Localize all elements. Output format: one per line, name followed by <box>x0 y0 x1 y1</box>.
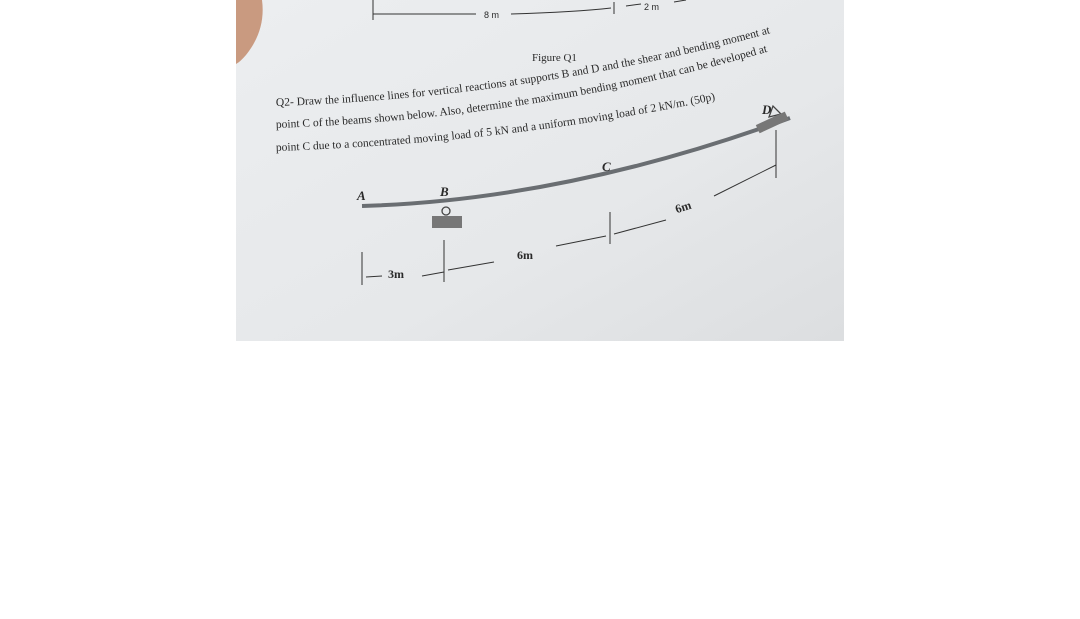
question-line-1-text: Q2- Draw the influence lines for vertical reactions at supports B and D and the shear and bending moment at <box>275 24 772 110</box>
dimension-cd: 6m <box>673 197 693 217</box>
point-c-label: C <box>602 159 611 174</box>
point-a-label: A <box>357 188 366 203</box>
dimension-bc: 6m <box>517 248 533 262</box>
question-line-2-text: point C of the beams shown below. Also, determine the maximum bending moment that can be developed at <box>275 43 769 131</box>
point-d-label: D <box>762 102 772 117</box>
dimension-2m: 2 m <box>644 2 660 12</box>
document-photo <box>236 0 844 341</box>
point-b-label: B <box>440 184 449 199</box>
question-line-3-text: point C due to a concentrated moving load of 5 kN and a uniform moving load of 2 kN/m. (50p) <box>275 91 717 154</box>
figure-caption: Figure Q1 <box>532 52 577 64</box>
photo-canvas <box>236 0 844 341</box>
dimension-8m: 8 m <box>484 10 500 20</box>
dimension-ab: 3m <box>388 267 404 281</box>
